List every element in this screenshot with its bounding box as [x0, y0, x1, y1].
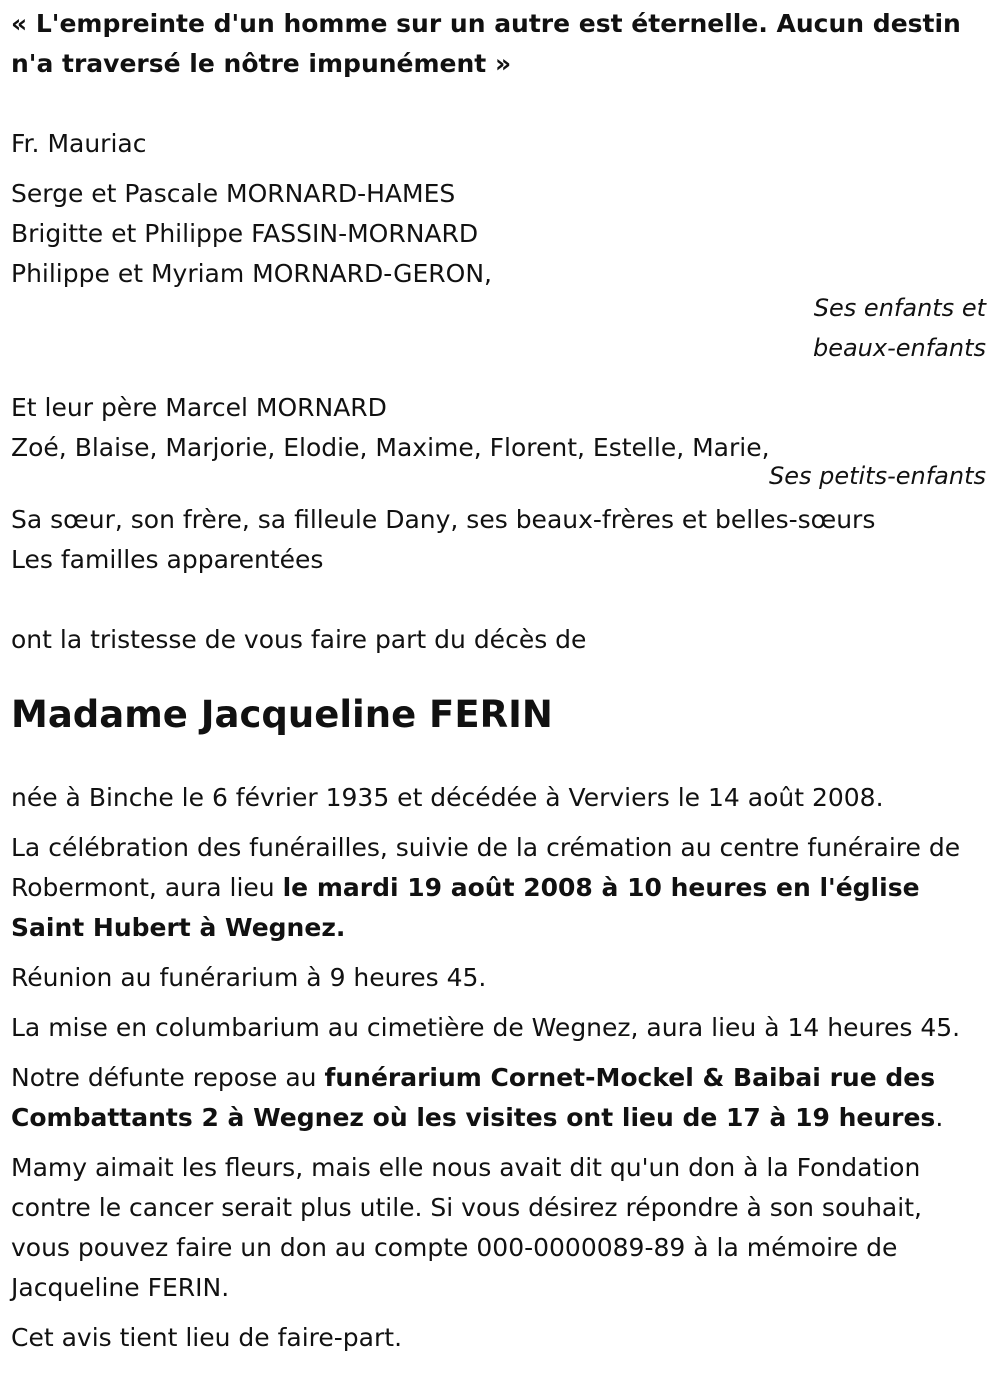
spacer	[11, 818, 986, 828]
spacer	[11, 948, 986, 958]
birth-death-line: née à Binche le 6 février 1935 et décédée à Verviers le 14 août 2008.	[11, 783, 884, 812]
obituary-notice	[11, 4, 986, 1358]
children-line-1: Serge et Pascale MORNARD-HAMES	[11, 179, 456, 208]
ceremony-intro: La célébration des funérailles, suivie de la crémation au centre funéraire de Robermont, aura lieu	[11, 833, 961, 902]
children-caption-2: beaux-enfants	[812, 334, 986, 362]
spacer	[11, 660, 986, 690]
epigraph-quote: « L'empreinte d'un homme sur un autre est éternelle. Aucun destin n'a traversé le nôtre impunément »	[11, 9, 961, 78]
spacer	[11, 368, 986, 388]
spacer	[11, 1048, 986, 1058]
spacer	[11, 1138, 986, 1148]
siblings-line: Sa sœur, son frère, sa filleule Dany, ses beaux-frères et belles-sœurs	[11, 505, 876, 534]
grandchildren-line: Zoé, Blaise, Marjorie, Elodie, Maxime, Florent, Estelle, Marie,	[11, 433, 770, 462]
quote-author: Fr. Mauriac	[11, 129, 147, 158]
columbarium-paragraph: La mise en columbarium au cimetière de Wegnez, aura lieu à 14 heures 45.	[11, 1013, 961, 1042]
grandchildren-caption: Ses petits-enfants	[768, 462, 986, 490]
spacer	[11, 998, 986, 1008]
donation-paragraph: Mamy aimait les fleurs, mais elle nous avait dit qu'un don à la Fondation contre le cancer serait plus utile. Si vous désirez répondre à son souhait, vous pouvez faire un don au compte 000-0000089-89 à la mémoire de Jacqueline FERIN.	[11, 1153, 922, 1302]
rest-intro: Notre défunte repose au	[11, 1063, 325, 1092]
rest-end: .	[935, 1103, 944, 1132]
children-line-2: Brigitte et Philippe FASSIN-MORNARD	[11, 219, 479, 248]
families-line: Les familles apparentées	[11, 545, 324, 574]
father-line: Et leur père Marcel MORNARD	[11, 393, 387, 422]
spacer	[11, 164, 986, 174]
spacer	[11, 580, 986, 620]
deceased-name: Madame Jacqueline FERIN	[11, 693, 553, 736]
children-line-3: Philippe et Myriam MORNARD-GERON,	[11, 259, 493, 288]
spacer	[11, 740, 986, 778]
rest-paragraph	[11, 1058, 986, 1138]
spacer	[11, 490, 986, 500]
meeting-line: Réunion au funérarium à 9 heures 45.	[11, 963, 487, 992]
closing-line: Cet avis tient lieu de faire-part.	[11, 1323, 403, 1352]
announcement-line: ont la tristesse de vous faire part du décès de	[11, 625, 587, 654]
ceremony-details: le mardi 19 août 2008 à 10 heures en l'église Saint Hubert à Wegnez.	[11, 873, 920, 942]
spacer	[11, 84, 986, 124]
rest-location: funérarium Cornet-Mockel & Baibai rue des Combattants 2 à Wegnez où les visites ont lieu de 17 à 19 heures	[11, 1063, 936, 1132]
spacer	[11, 1308, 986, 1318]
ceremony-paragraph	[11, 828, 986, 948]
children-caption-1: Ses enfants et	[813, 294, 986, 322]
